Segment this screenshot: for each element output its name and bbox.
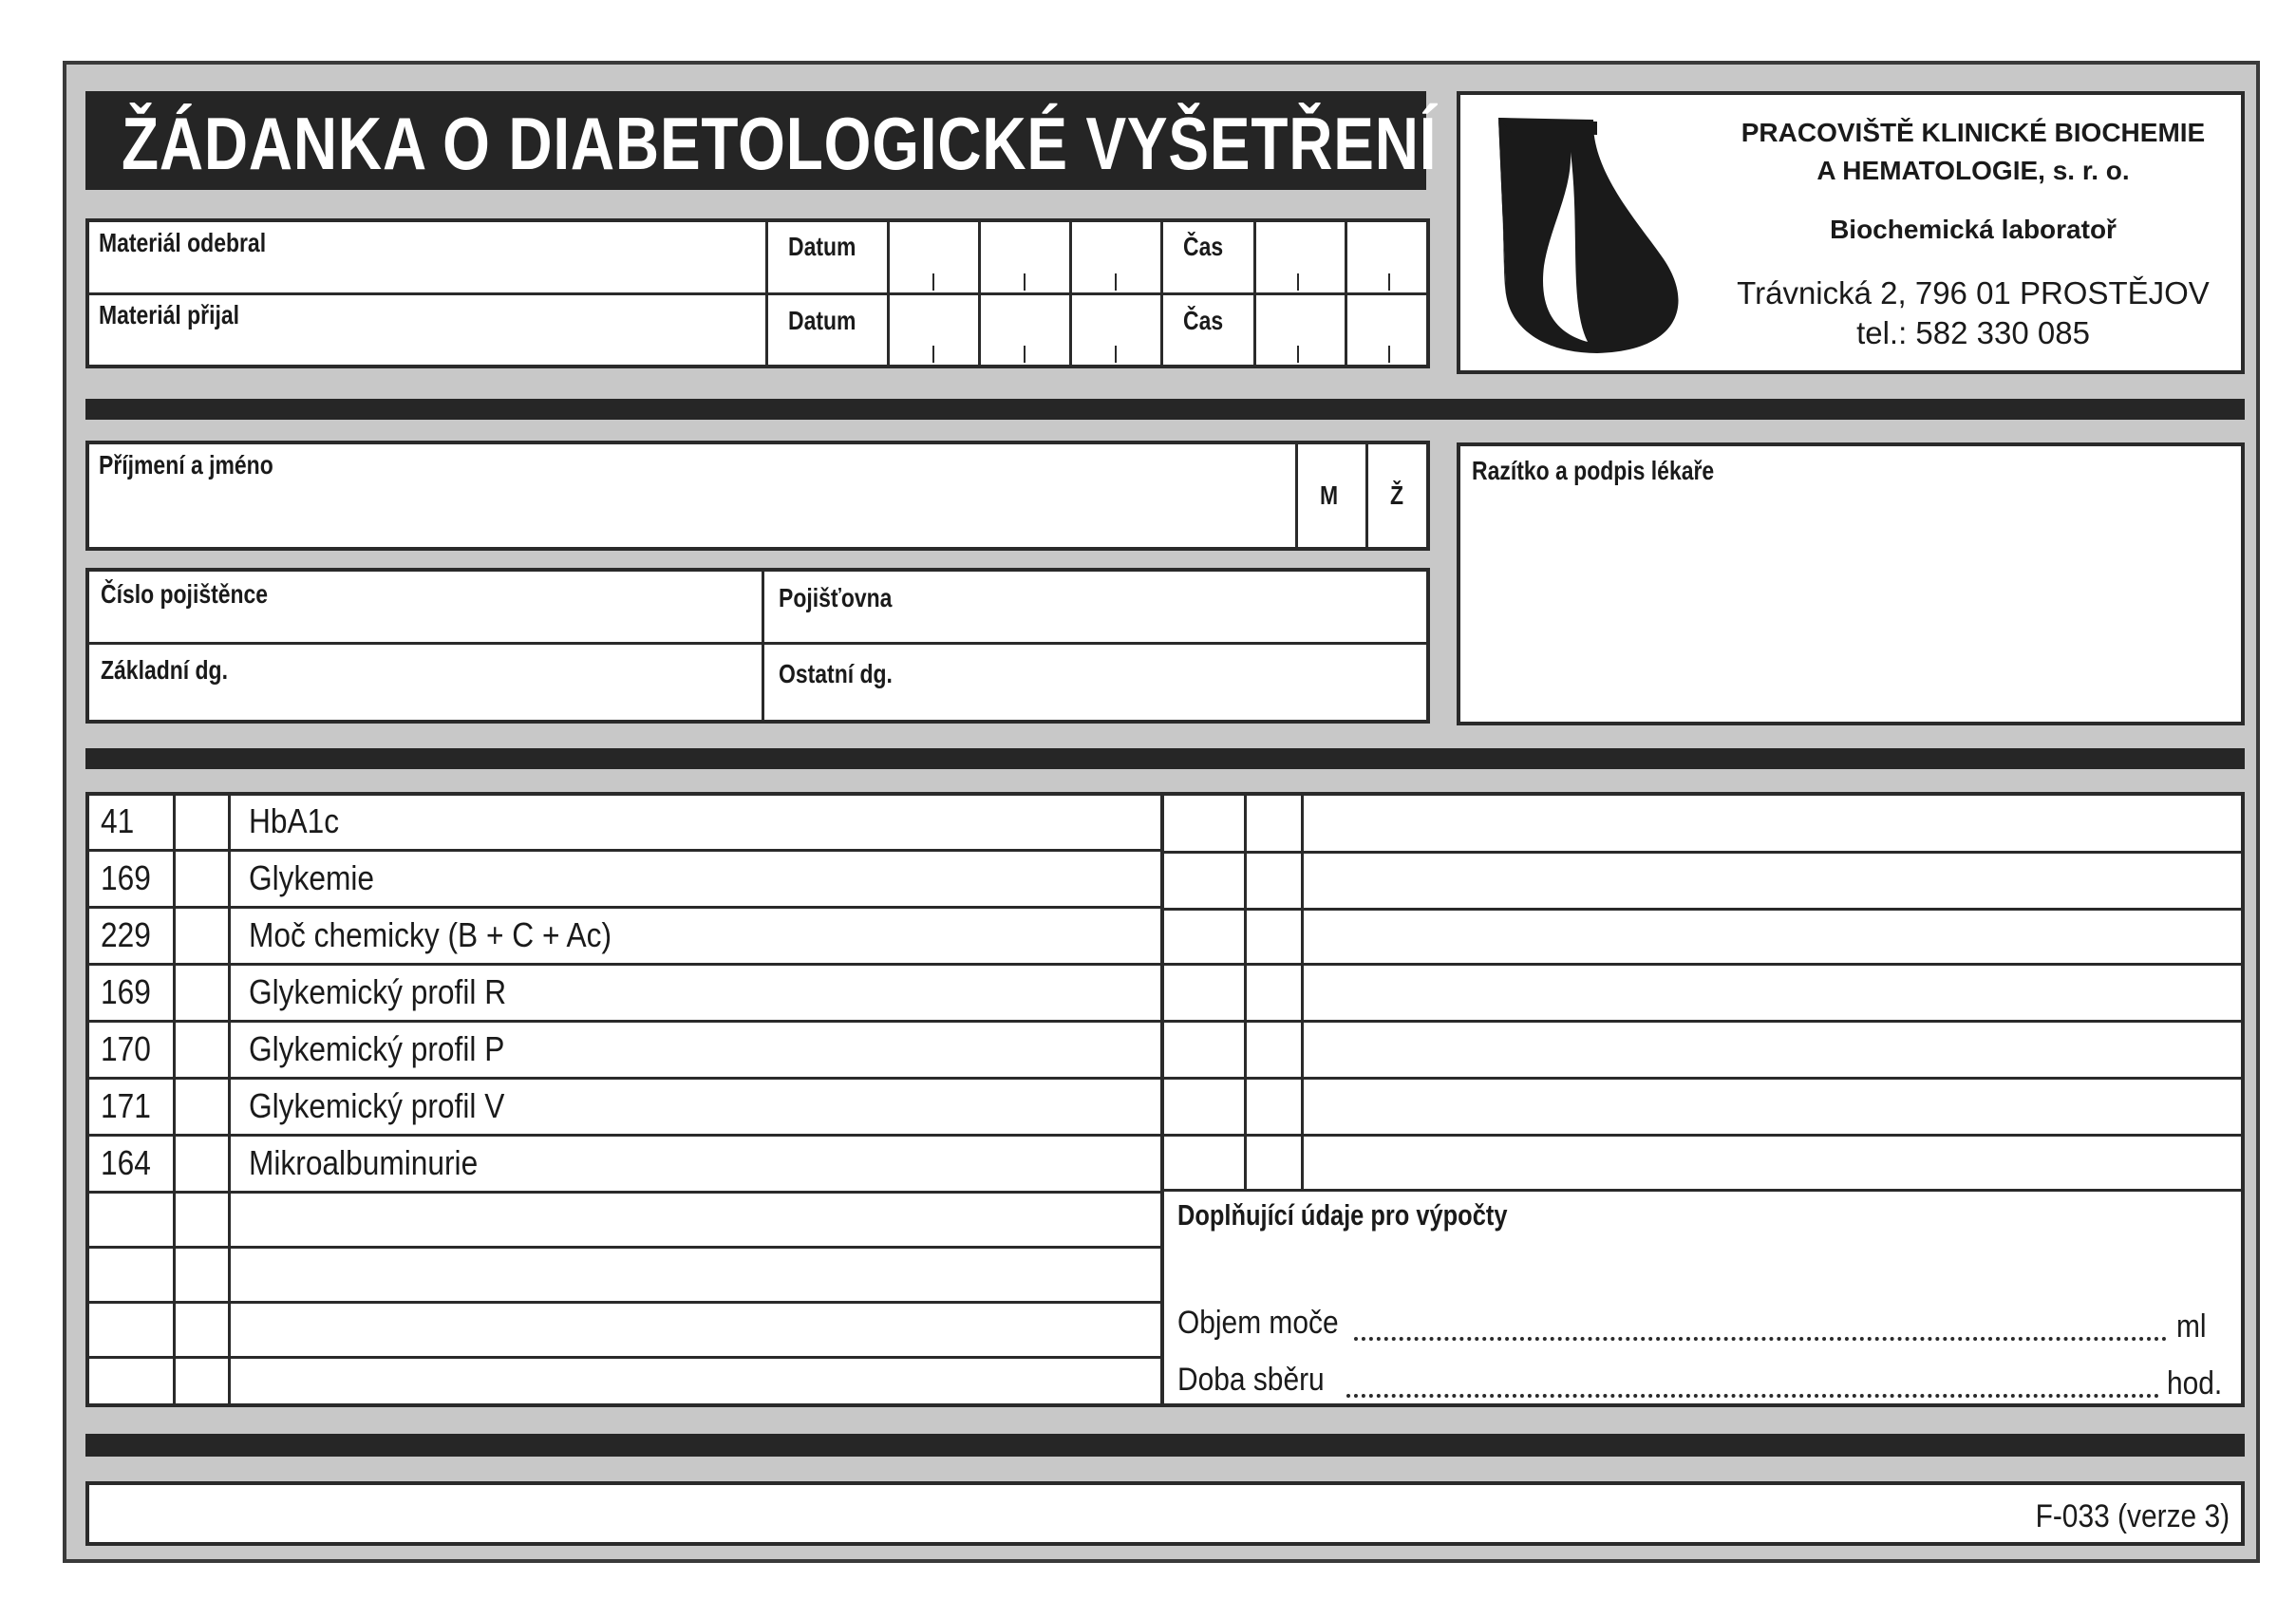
lab-phone: tel.: 582 330 085 xyxy=(1856,315,2090,350)
sex-z-label: Ž xyxy=(1390,480,1404,510)
ostatni-dg-label: Ostatní dg. xyxy=(779,659,893,688)
form-title: ŽÁDANKA O DIABETOLOGICKÉ VYŠETŘENÍ xyxy=(122,102,1438,185)
patient-name-box xyxy=(85,441,1430,551)
form-code: F-033 (verze 3) xyxy=(2035,1498,2230,1534)
extra-tests-table xyxy=(1160,792,2245,1407)
footer-box xyxy=(85,1481,2245,1546)
lab-department: Biochemická laboratoř xyxy=(1830,215,2117,244)
cas-label-2: Čas xyxy=(1183,306,1224,335)
objem-unit: ml xyxy=(2176,1308,2207,1345)
doba-sberu-label: Doba sběru xyxy=(1177,1362,1325,1398)
test-code: 170 xyxy=(101,1029,151,1068)
material-box xyxy=(85,218,1430,368)
material-prijal-label: Materiál přijal xyxy=(99,300,240,329)
cas-label-1: Čas xyxy=(1183,232,1224,261)
test-code: 229 xyxy=(101,915,151,954)
test-name: Mikroalbuminurie xyxy=(249,1143,479,1182)
doplnujici-label: Doplňující údaje pro výpočty xyxy=(1177,1198,1508,1232)
objem-moce-field[interactable] xyxy=(1354,1337,2167,1341)
datum-label-2: Datum xyxy=(788,306,856,335)
cislo-pojistence-label: Číslo pojištěnce xyxy=(101,579,269,609)
doba-sberu-field[interactable] xyxy=(1346,1394,2159,1398)
lab-name xyxy=(1717,114,2230,190)
test-code: 169 xyxy=(101,858,151,897)
insurance-box xyxy=(85,568,1430,724)
datum-label-1: Datum xyxy=(788,232,856,261)
objem-moce-label: Objem moče xyxy=(1177,1305,1339,1341)
zakladni-dg-label: Základní dg. xyxy=(101,655,228,685)
test-name: Glykemický profil R xyxy=(249,972,507,1011)
divider-bar xyxy=(85,748,2245,769)
test-code: 171 xyxy=(101,1086,151,1125)
form-title-bar xyxy=(85,91,1438,190)
test-name: HbA1c xyxy=(249,801,340,840)
doba-unit: hod. xyxy=(2167,1365,2223,1402)
prijmeni-jmeno-label: Příjmení a jméno xyxy=(99,450,273,480)
test-code: 169 xyxy=(101,972,151,1011)
test-name: Glykemický profil P xyxy=(249,1029,505,1068)
lab-name-line2: A HEMATOLOGIE, s. r. o. xyxy=(1816,156,2130,185)
pojistovna-label: Pojišťovna xyxy=(779,583,893,612)
divider-bar xyxy=(85,1434,2245,1457)
razitko-box xyxy=(1457,442,2245,725)
lab-name-line1: PRACOVIŠTĚ KLINICKÉ BIOCHEMIE xyxy=(1741,118,2206,147)
test-code: 41 xyxy=(101,801,135,840)
sex-m-label: M xyxy=(1320,480,1339,510)
razitko-label: Razítko a podpis lékaře xyxy=(1472,456,1715,485)
test-name: Glykemický profil V xyxy=(249,1086,505,1125)
test-name: Glykemie xyxy=(249,858,375,897)
drop-in-tube-logo-icon xyxy=(1493,114,1696,357)
test-name: Moč chemicky (B + C + Ac) xyxy=(249,915,612,954)
lab-address: Trávnická 2, 796 01 PROSTĚJOV xyxy=(1737,275,2210,310)
test-code: 164 xyxy=(101,1143,151,1182)
material-odebral-label: Materiál odebral xyxy=(99,228,267,257)
lab-header-box xyxy=(1457,91,2245,374)
tests-table xyxy=(85,792,1168,1407)
divider-bar xyxy=(85,399,2245,420)
